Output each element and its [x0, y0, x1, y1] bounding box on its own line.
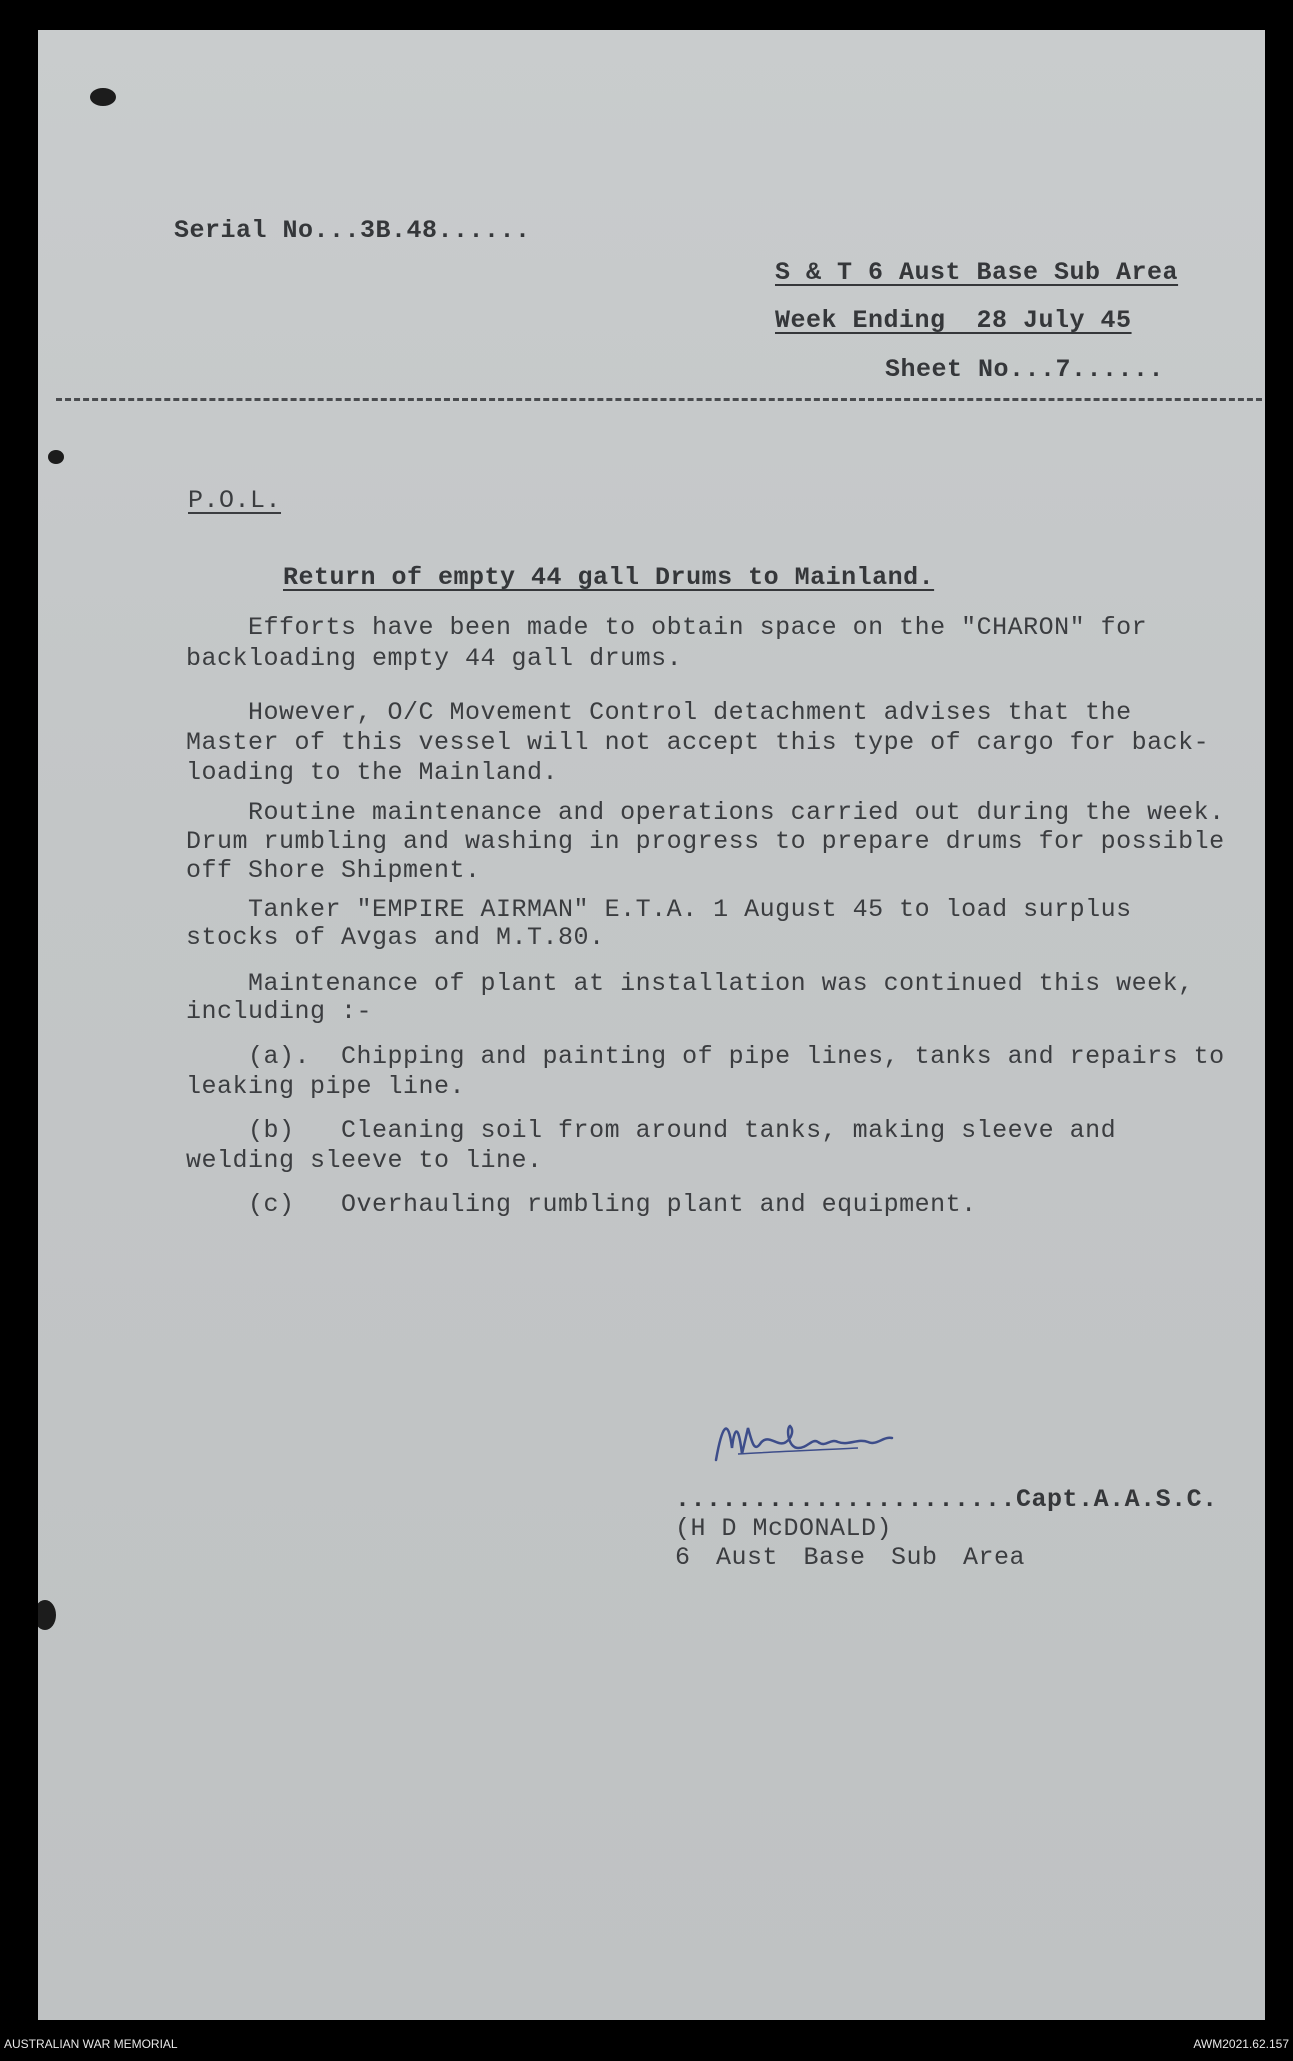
footer-accession-number: AWM2021.62.157	[1193, 2037, 1289, 2051]
serial-number: Serial No...3B.48......	[174, 216, 531, 245]
section-heading: P.O.L.	[188, 486, 282, 515]
unit-heading: S & T 6 Aust Base Sub Area	[775, 258, 1179, 287]
paragraph-1: Efforts have been made to obtain space on the "CHARON" for backloading empty 44 gall drums.	[186, 613, 1148, 673]
week-ending: Week Ending 28 July 45	[775, 306, 1132, 335]
separator-rule	[56, 398, 1265, 401]
footer-credit: AUSTRALIAN WAR MEMORIAL	[4, 2037, 178, 2051]
paragraph-3: Routine maintenance and operations carried out during the week. Drum rumbling and washing in progress to prepare drums for possible off Shore Shipment.	[186, 798, 1225, 885]
subject-heading: Return of empty 44 gall Drums to Mainland.	[283, 563, 935, 592]
signatory-name: (H D McDONALD)	[675, 1514, 893, 1543]
punch-hole	[90, 88, 116, 106]
handwritten-signature	[708, 1408, 948, 1478]
paragraph-2: However, O/C Movement Control detachment advises that the Master of this vessel will not accept this type of cargo for back- loading to the Mainland.	[186, 698, 1210, 787]
list-item-c: (c) Overhauling rumbling plant and equipment.	[186, 1190, 977, 1219]
list-item-b: (b) Cleaning soil from around tanks, making sleeve and welding sleeve to line.	[186, 1116, 1117, 1175]
punch-hole	[38, 1600, 56, 1630]
signature-line: ......................Capt.A.A.S.C.	[675, 1485, 1218, 1514]
paragraph-4: Tanker "EMPIRE AIRMAN" E.T.A. 1 August 45 to load surplus stocks of Avgas and M.T.80.	[186, 895, 1132, 952]
list-item-a: (a). Chipping and painting of pipe lines, tanks and repairs to leaking pipe line.	[186, 1042, 1225, 1101]
punch-hole	[48, 450, 64, 464]
footer-bar	[0, 2027, 1293, 2061]
signatory-unit: 6 Aust Base Sub Area	[675, 1543, 1026, 1572]
paragraph-5: Maintenance of plant at installation was continued this week, including :-	[186, 969, 1194, 1026]
document-page	[38, 30, 1265, 2020]
sheet-number: Sheet No...7......	[885, 355, 1165, 384]
